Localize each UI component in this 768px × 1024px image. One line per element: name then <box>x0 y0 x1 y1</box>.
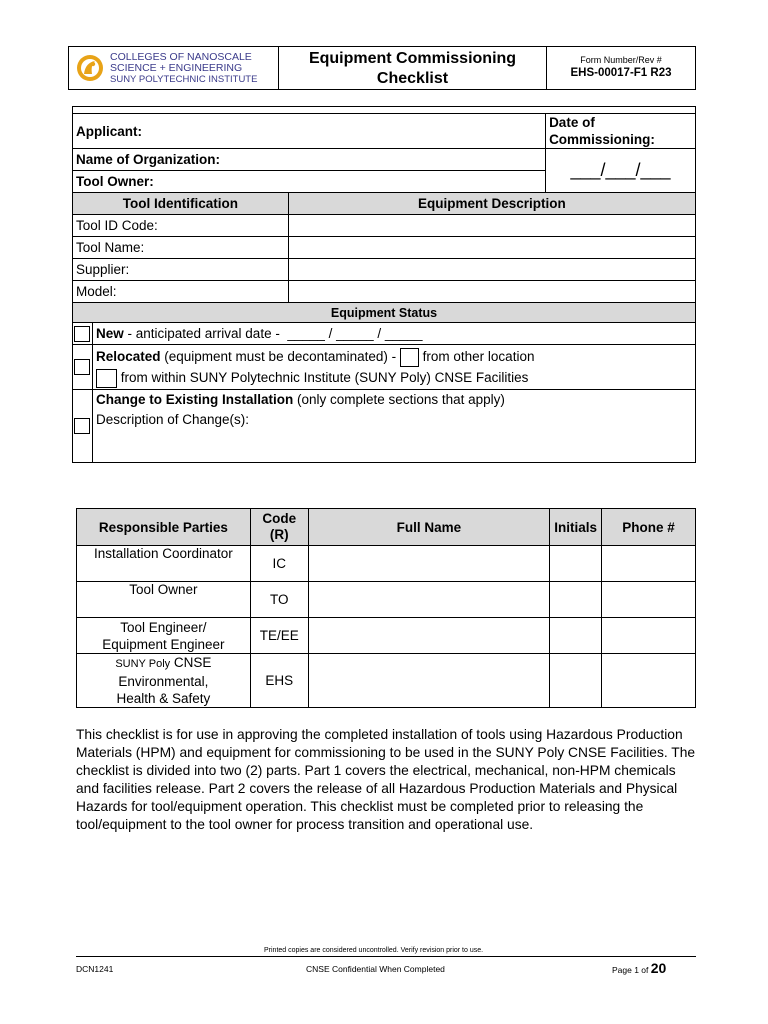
form-header <box>68 46 696 90</box>
change-label: Change to Existing Installation <box>95 392 294 407</box>
new-arrival-date: - anticipated arrival date - _____ / _____ / _____ <box>123 326 423 341</box>
tool-identification-header: Tool Identification <box>73 193 289 215</box>
relocated-note: (equipment must be decontaminated) - <box>160 349 400 364</box>
organization-field[interactable] <box>73 149 546 171</box>
party-name <box>77 654 251 708</box>
party-code: TO <box>250 582 308 618</box>
responsible-parties-table <box>76 508 696 708</box>
change-checkbox-cell <box>73 390 93 463</box>
page-prefix: Page 1 of <box>612 965 651 975</box>
checklist-description: This checklist is for use in approving the completed installation of tools using Hazardous Production Materials (HPM) and equipment for commissioning to be used in the SUNY Poly CNSE Facilities. The checklist is divided into two (2) parts. Part 1 covers the electrical, mechanical, non-HPM chemicals and facilities release. Part 2 covers the release of all Hazardous Production Materials and Physical Hazards for tool/equipment operation. This checklist must be completed prior to releasing the tool/equipment to the tool owner for process transition and operational use. <box>76 727 696 832</box>
supplier-input[interactable] <box>288 259 695 281</box>
organization-label: Name of Organization: <box>76 152 221 167</box>
page-total: 20 <box>650 960 667 976</box>
phone-header: Phone # <box>602 509 696 546</box>
model-input[interactable] <box>288 281 695 303</box>
model-label: Model: <box>73 281 289 303</box>
initials-cell[interactable] <box>550 654 602 708</box>
party-code: TE/EE <box>250 618 308 654</box>
new-checkbox-cell <box>73 323 93 345</box>
logo-line: SUNY POLYTECHNIC INSTITUTE <box>110 73 258 85</box>
full-name-cell[interactable] <box>308 618 549 654</box>
party-name-prefix: SUNY Poly <box>115 658 171 670</box>
code-header <box>250 509 308 546</box>
full-name-cell[interactable] <box>308 582 549 618</box>
initials-cell[interactable] <box>550 618 602 654</box>
full-name-header: Full Name <box>308 509 549 546</box>
relocated-checkbox[interactable] <box>74 359 90 375</box>
phone-cell[interactable] <box>602 546 696 582</box>
relocated-status-row <box>92 345 695 390</box>
title-line: Checklist <box>376 70 449 87</box>
party-name: Installation Coordinator <box>77 546 251 582</box>
document-title <box>279 47 547 89</box>
tool-id-code-input[interactable] <box>288 215 695 237</box>
new-status-row <box>92 323 695 345</box>
table-row <box>77 546 696 582</box>
phone-cell[interactable] <box>602 582 696 618</box>
form-number-label: Form Number/Rev # <box>580 55 662 65</box>
table-row <box>77 654 696 708</box>
title-line: Equipment Commissioning <box>308 50 517 67</box>
form-number-box <box>547 47 695 89</box>
commissioning-info-table <box>72 106 696 463</box>
equipment-status-header: Equipment Status <box>73 303 696 323</box>
full-name-cell[interactable] <box>308 546 549 582</box>
phone-cell[interactable] <box>602 618 696 654</box>
initials-header: Initials <box>550 509 602 546</box>
dcn-number: DCN1241 <box>76 964 114 974</box>
commissioning-date-field[interactable] <box>546 149 696 193</box>
date-label: Date of Commissioning: <box>546 114 696 149</box>
code-header-label: Code (R) <box>262 511 297 542</box>
uncontrolled-copy-notice: Printed copies are considered uncontrolled. Verify revision prior to use. <box>264 947 484 954</box>
logo-wordmark <box>110 52 257 85</box>
institution-logo <box>69 47 279 89</box>
equipment-description-header: Equipment Description <box>288 193 695 215</box>
logo-line: COLLEGES OF NANOSCALE <box>110 50 252 63</box>
applicant-field[interactable] <box>73 114 546 149</box>
party-name-line: CNSE <box>170 655 212 670</box>
party-code: EHS <box>250 654 308 708</box>
change-checkbox[interactable] <box>74 418 90 434</box>
tool-name-input[interactable] <box>288 237 695 259</box>
logo-line: SCIENCE + ENGINEERING <box>110 61 243 74</box>
table-row <box>77 582 696 618</box>
party-name-line: Environmental, <box>118 674 209 689</box>
footer-divider <box>76 956 696 957</box>
within-facility-checkbox[interactable] <box>96 369 117 388</box>
applicant-label: Applicant: <box>76 123 142 139</box>
supplier-label: Supplier: <box>73 259 289 281</box>
new-label: New <box>95 326 124 341</box>
initials-cell[interactable] <box>550 546 602 582</box>
phone-cell[interactable] <box>602 654 696 708</box>
logo-emblem-icon <box>75 52 105 84</box>
party-name-line: Health & Safety <box>116 691 211 706</box>
change-description-label: Description of Change(s): <box>95 412 250 427</box>
other-location-checkbox[interactable] <box>400 348 419 367</box>
full-name-cell[interactable] <box>308 654 549 708</box>
form-number-value: EHS-00017-F1 R23 <box>570 67 672 79</box>
party-name-line: Tool Engineer/ <box>120 619 207 635</box>
party-code: IC <box>250 546 308 582</box>
initials-cell[interactable] <box>550 582 602 618</box>
party-name <box>77 618 251 654</box>
tool-id-code-label: Tool ID Code: <box>73 215 289 237</box>
tool-owner-field[interactable] <box>73 171 546 193</box>
change-status-row[interactable] <box>92 390 695 463</box>
page-number <box>612 960 666 978</box>
tool-owner-label: Tool Owner: <box>76 174 154 189</box>
spacer-row <box>73 107 696 114</box>
other-location-label: from other location <box>422 349 535 364</box>
tool-name-label: Tool Name: <box>73 237 289 259</box>
within-facility-label: from within SUNY Polytechnic Institute (SUNY Poly) CNSE Facilities <box>120 370 529 385</box>
party-name: Tool Owner <box>77 582 251 618</box>
parties-header: Responsible Parties <box>77 509 251 546</box>
table-row <box>77 618 696 654</box>
relocated-label: Relocated <box>95 349 161 364</box>
new-checkbox[interactable] <box>74 326 90 342</box>
change-note: (only complete sections that apply) <box>293 392 505 407</box>
date-blank: ___/___/___ <box>570 160 671 180</box>
confidentiality-notice: CNSE Confidential When Completed <box>306 964 445 974</box>
relocated-checkbox-cell <box>73 345 93 390</box>
party-name-line: Equipment Engineer <box>102 636 225 652</box>
